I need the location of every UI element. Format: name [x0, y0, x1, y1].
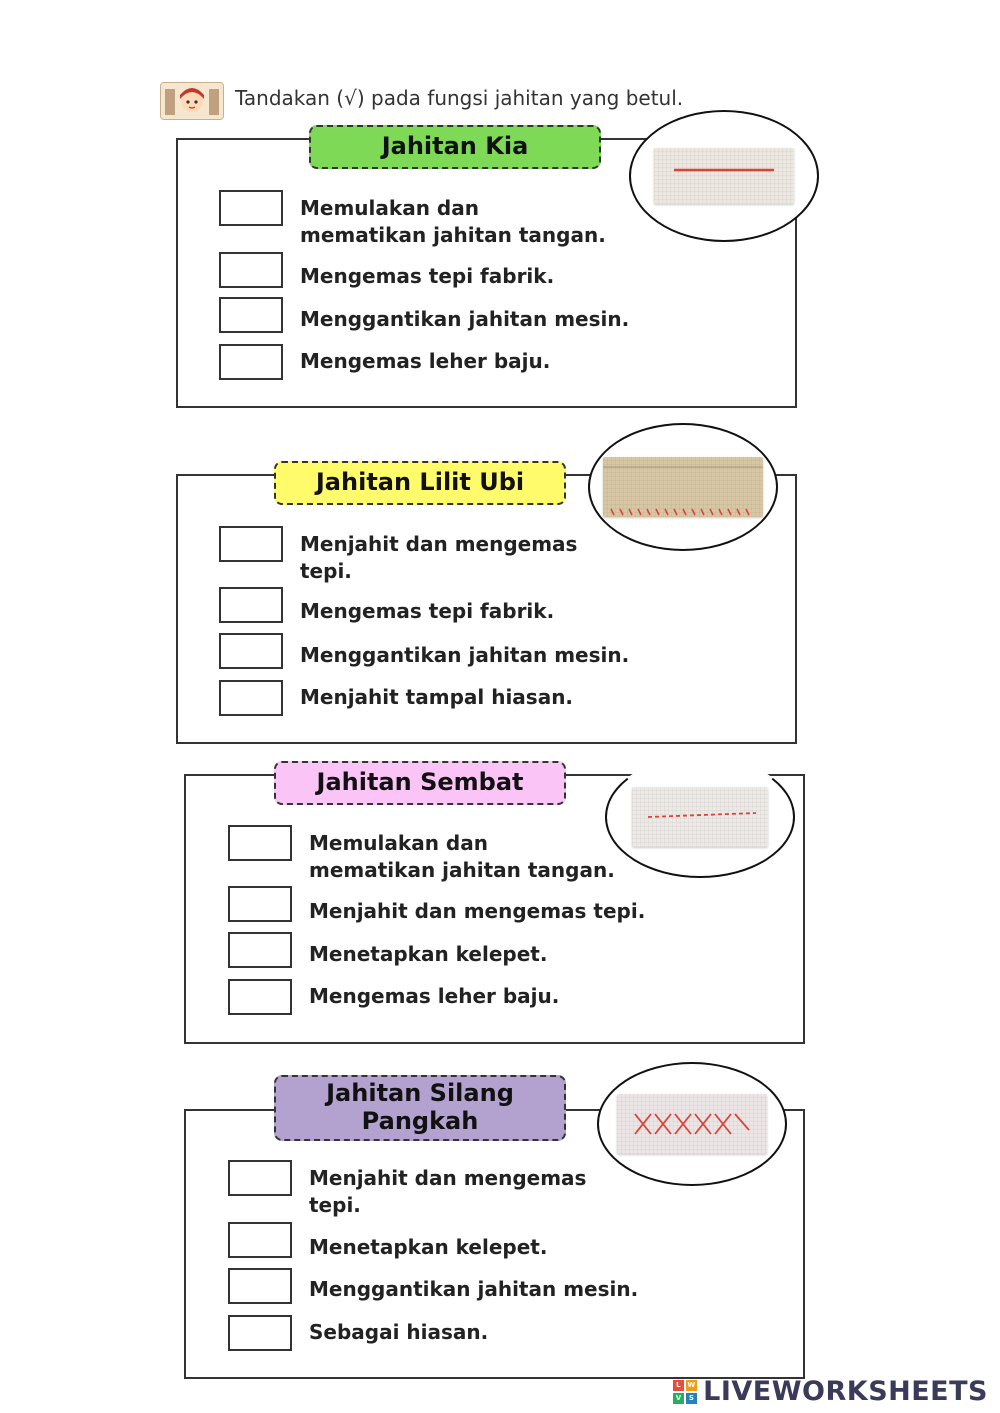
checkbox-lilit-ubi-3[interactable]: [219, 633, 283, 669]
instruction-text: Tandakan (√) pada fungsi jahitan yang betul.: [235, 86, 684, 110]
section-title-sembat: Jahitan Sembat: [274, 761, 566, 805]
option-sembat-2: Menjahit dan mengemas tepi.: [309, 899, 646, 923]
checkbox-sembat-3[interactable]: [228, 932, 292, 968]
stitch-sample-silang-pangkah: [597, 1062, 787, 1186]
lilit-ubi-stitch-icon: [603, 457, 763, 517]
checkbox-lilit-ubi-4[interactable]: [219, 680, 283, 716]
option-silang-pangkah-1: Menjahit dan mengemas tepi.: [309, 1166, 587, 1217]
option-sembat-3: Menetapkan kelepet.: [309, 942, 548, 966]
option-kia-4: Mengemas leher baju.: [300, 349, 551, 373]
option-kia-3: Menggantikan jahitan mesin.: [300, 307, 630, 331]
checkbox-silang-pangkah-2[interactable]: [228, 1222, 292, 1258]
option-lilit-ubi-4: Menjahit tampal hiasan.: [300, 685, 574, 709]
option-kia-1: Memulakan dan mematikan jahitan tangan.: [300, 196, 606, 247]
stitch-sample-sembat: [605, 756, 795, 878]
checkbox-kia-2[interactable]: [219, 252, 283, 288]
checkbox-kia-3[interactable]: [219, 297, 283, 333]
option-silang-pangkah-4: Sebagai hiasan.: [309, 1320, 489, 1344]
sembat-stitch-icon: [632, 787, 768, 847]
checkbox-lilit-ubi-2[interactable]: [219, 587, 283, 623]
silang-pangkah-stitch-icon: [617, 1094, 767, 1154]
checkbox-silang-pangkah-1[interactable]: [228, 1160, 292, 1196]
option-sembat-4: Mengemas leher baju.: [309, 984, 560, 1008]
liveworksheets-logo: [673, 1376, 988, 1407]
checkbox-sembat-2[interactable]: [228, 886, 292, 922]
option-sembat-1: Memulakan dan mematikan jahitan tangan.: [309, 831, 615, 882]
option-lilit-ubi-2: Mengemas tepi fabrik.: [300, 599, 555, 623]
brand-name: LIVEWORKSHEETS: [703, 1376, 988, 1407]
kia-stitch-icon: [654, 148, 794, 204]
section-title-silang-pangkah: Jahitan Silang Pangkah: [274, 1075, 566, 1141]
option-silang-pangkah-3: Menggantikan jahitan mesin.: [309, 1277, 639, 1301]
checkbox-sembat-1[interactable]: [228, 825, 292, 861]
stitch-sample-kia: [629, 110, 819, 242]
checkbox-silang-pangkah-4[interactable]: [228, 1315, 292, 1351]
option-kia-2: Mengemas tepi fabrik.: [300, 264, 555, 288]
checkbox-silang-pangkah-3[interactable]: [228, 1268, 292, 1304]
checkbox-sembat-4[interactable]: [228, 979, 292, 1015]
liveworksheets-logo-icon: L W V S: [673, 1380, 697, 1404]
option-silang-pangkah-2: Menetapkan kelepet.: [309, 1235, 548, 1259]
option-lilit-ubi-3: Menggantikan jahitan mesin.: [300, 643, 630, 667]
checkbox-kia-1[interactable]: [219, 190, 283, 226]
girl-mascot-icon: [160, 82, 224, 120]
option-lilit-ubi-1: Menjahit dan mengemas tepi.: [300, 532, 578, 583]
section-title-kia: Jahitan Kia: [309, 125, 601, 169]
stitch-sample-lilit-ubi: [588, 423, 778, 551]
checkbox-kia-4[interactable]: [219, 344, 283, 380]
checkbox-lilit-ubi-1[interactable]: [219, 526, 283, 562]
section-title-lilit-ubi: Jahitan Lilit Ubi: [274, 461, 566, 505]
